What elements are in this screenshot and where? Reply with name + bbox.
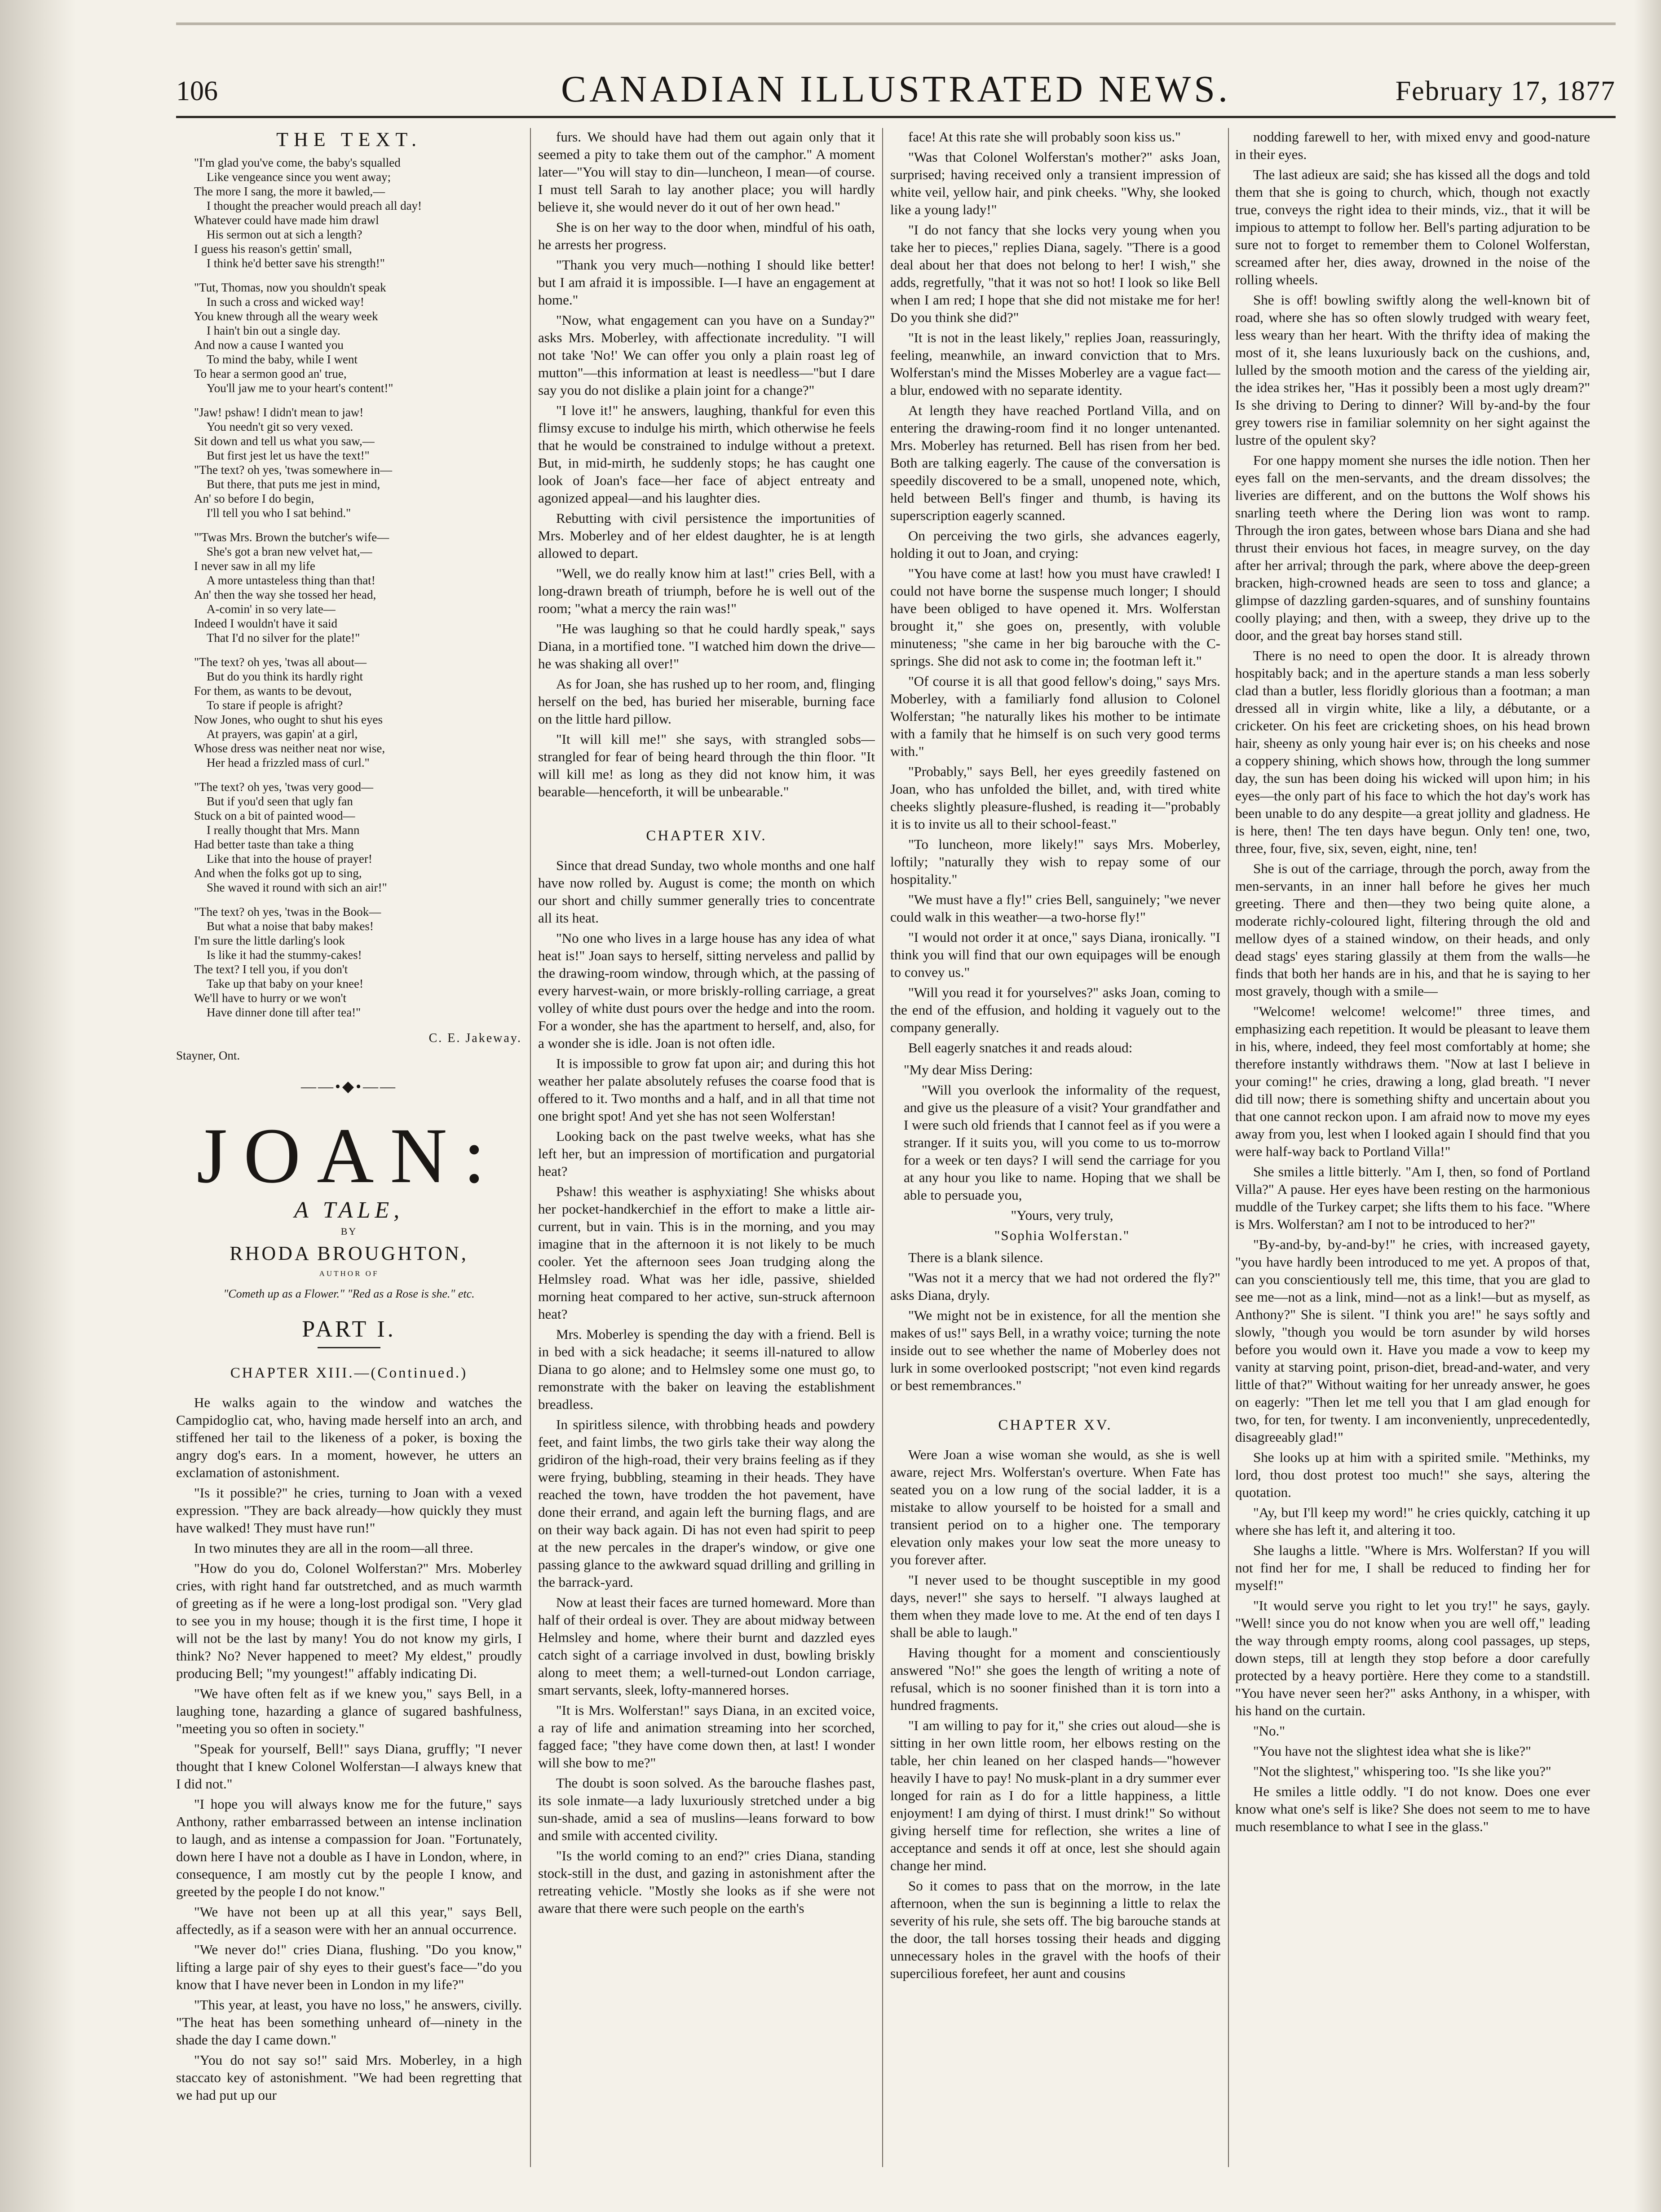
letter-salutation: "My dear Miss Dering: (904, 1062, 1033, 1077)
poem-line: To stare if people is afright? (207, 698, 343, 712)
poem-line: Have dinner done till after tea!" (207, 1006, 361, 1019)
paragraph: "We have often felt as if we knew you," says Bell, in a laughing tone, hazarding a glance of sugared bashfulness, "meeting you so often in society." (176, 1686, 522, 1736)
paragraph: "Of course it is all that good fellow's doing," says Mrs. Moberley, with a familiarly fond allusion to Colonel Wolferstan; "he naturally likes his mother to be intimate with a family that he himself is on such very good terms with." (890, 673, 1220, 759)
poem-line: And now a cause I wanted you (194, 338, 344, 352)
page-number: 106 (176, 76, 218, 106)
paragraph: "Will you read it for yourselves?" asks Joan, coming to the end of the effusion, and holding it vaguely out to the company generally. (890, 985, 1220, 1035)
paragraph: face! At this rate she will probably soon kiss us." (908, 129, 1181, 145)
poem-line: Sit down and tell us what you saw,— (194, 434, 375, 448)
poem-stanza (194, 280, 522, 395)
paragraph: "Probably," says Bell, her eyes greedily fastened on Joan, who has unfolded the billet, and, with tired white cheeks slightly pleasure-flushed, is reading it—"probably it is to invite us all to their school-feast." (890, 764, 1220, 832)
paragraph: He smiles a little oddly. "I do not know. Does one ever know what one's self is like? She does not seem to me to have much resemblance to what I see in the glass." (1235, 1784, 1590, 1834)
paragraph: "Thank you very much—nothing I should like better! but I am afraid it is impossible. I—I have an engagement at home." (538, 257, 875, 308)
column-rule (882, 128, 883, 2167)
paragraph: In spiritless silence, with throbbing heads and powdery feet, and faint limbs, the two girls take their way along the gridiron of the high-road, their very brains feeling as if they were frying, bubbling, steaming in their heads. They have reached the town, have trodden the hot pavement, have done their errand, and again left the burning flags, and are on their way back again. Di has not even had spirit to peep at the new percales in the draper's window, or give one passing glance to the awkward squad drilling and grilling in the barrack-yard. (538, 1417, 875, 1590)
paragraph: Were Joan a wise woman she would, as she is well aware, reject Mrs. Wolferstan's overture. When Fate has seated you on a low rung of the social ladder, it is a mistake to allow yourself to be hoisted for a small and transient period on to a higher one. The temporary elevation only makes your low seat the more uneasy to you forever after. (890, 1447, 1220, 1567)
paragraph: For one happy moment she nurses the idle notion. Then her eyes fall on the men-servants, and the dream dissolves; the liveries are different, and on the buttons the Wolf shows his snarling teeth where the Dering lion was wont to ramp. Through the iron gates, between whose bars Diana and she had thrust their envious hot faces, in meagre survey, on the day after her arrival; through the park, where above the deep-green bracken, high-crowned heads are seen to toss and glance; a glimpse of dazzling garden-squares, and of sunshiny fountains coolly playing; and then, with a sweep, they drive up to the door, and the great bay horses stand still. (1235, 452, 1590, 643)
paragraph: "I hope you will always know me for the future," says Anthony, rather embarrassed between an intense inclination to laugh, and as intense a compassion for Joan. "Fortunately, down here I have not a double as I have in London, where, in consequence, I am mostly cut by the people I know, and greeted by the people I do not know." (176, 1796, 522, 1899)
poem-line: I guess his reason's gettin' small, (194, 242, 352, 256)
poem-line: "The text? oh yes, 'twas all about— (194, 655, 367, 669)
story-title: JOAN: (196, 1112, 502, 1200)
author-other-works: "Cometh up as a Flower." "Red as a Rose is she." etc. (223, 1287, 475, 1300)
poem-line: But do you think its hardly right (207, 670, 363, 683)
column-2 (538, 128, 875, 2169)
issue-date: February 17, 1877 (1395, 76, 1616, 106)
column-4-text (1235, 128, 1590, 1835)
paragraph: "You do not say so!" said Mrs. Moberley, in a high staccato key of astonishment. "We had been regretting that we had put up our (176, 2052, 522, 2103)
chapter-heading: CHAPTER XIV. (646, 828, 767, 844)
paragraph: "We have not been up at all this year," says Bell, affectedly, as if a season were with her an annual occurrence. (176, 1904, 522, 1937)
paragraph: "I would not order it at once," says Diana, ironically. "I think you will find that our own equipages will be enough to convey us." (890, 929, 1220, 980)
column-1 (176, 128, 522, 2169)
author-name: RHODA BROUGHTON, (230, 1242, 468, 1264)
part-rule (318, 1347, 380, 1348)
poem-stanza (194, 905, 522, 1020)
poem-line: I thought the preacher would preach all day! (207, 199, 422, 212)
poem-line: "Tut, Thomas, now you shouldn't speak (194, 281, 386, 294)
letter-closing: "Yours, very truly, (1011, 1207, 1113, 1223)
poem-line: A-comin' in so very late— (207, 602, 336, 616)
ornament-divider: ——•◆•—— (301, 1078, 397, 1095)
byline-by: BY (340, 1226, 358, 1237)
poem-line: You knew through all the weary week (194, 309, 378, 323)
paragraph: "Was not it a mercy that we had not ordered the fly?" asks Diana, dryly. (890, 1270, 1220, 1303)
paragraph: "He was laughing so that he could hardly speak," says Diana, in a mortified tone. "I watched him down the drive—he was shaking all over!" (538, 621, 875, 671)
poem-line: But first jest let us have the text!" (207, 449, 370, 462)
paragraph: She is out of the carriage, through the porch, away from the men-servants, in an inner hall before he gives her much greeting. There and then—they two being quite alone, a moderate richly-coloured light, filtering through the old and mellow dyes of a stained window, on their heads, and only dead stags' eyes staring glassily at them from the walls—he finds that both her hands are in his, and that he is saying to her most gravely, though with a smile— (1235, 861, 1590, 999)
poem-line: I'm sure the little darling's look (194, 934, 345, 947)
column-rule (1228, 128, 1229, 2167)
paragraph: "Welcome! welcome! welcome!" three times, and emphasizing each repetition. It would be pleasant to leave them in his, where, indeed, they feel most comfortably at home; she therefore instantly withdraws them. "Now at last I believe in your coming!" he cries, drawing a long, glad breath. "I never did till now; there is something shifty and uncertain about you that one cannot reckon upon. I am afraid now to move my eyes away from you, lest when I looked again I should find that you were half-way back to Portland Villa!" (1235, 1003, 1590, 1159)
column-2-text-b (538, 857, 875, 1917)
poem-stanzas (176, 155, 522, 1020)
paragraph: In two minutes they are all in the room—all three. (194, 1540, 473, 1556)
poem-line: "The text? oh yes, 'twas somewhere in— (194, 463, 393, 477)
paragraph: "This year, at least, you have no loss," he answers, civilly. "The heat has been something unheard of—ninety in the shade the day I came down." (176, 1997, 522, 2048)
poem-line: At prayers, was gapin' at a girl, (207, 727, 358, 741)
paragraph: "No." (1253, 1723, 1285, 1739)
poem-title: THE TEXT. (276, 128, 422, 150)
paragraph: "Is the world coming to an end?" cries Diana, standing stock-still in the dust, and gazing in astonishment after the retreating vehicle. "Mostly she looks as if she were not aware that there were such people on the earth's (538, 1848, 875, 1916)
poem-line: Like that into the house of prayer! (207, 852, 372, 865)
column-3-text-c (890, 1446, 1220, 1982)
paragraph: "You have come at last! how you must have crawled! I could not have borne the suspense much longer; I should have been obliged to have opened it. Mrs. Wolferstan brought it," she goes on, presently, with voluble minuteness; "she came in her big barouche with the C-springs. She did not ask to come in; the footman left it." (890, 565, 1220, 669)
paragraph: "I love it!" he answers, laughing, thankful for even this flimsy excuse to indulge his mirth, which otherwise he feels that he would be constrained to indulge without a pretext. But, in mid-mirth, he suddenly stops; he has caught one look of Joan's face—her face of abject entreaty and agonized appeal—and his laughter dies. (538, 402, 875, 506)
poem-line: Stuck on a bit of painted wood— (194, 809, 355, 822)
paragraph: She is on her way to the door when, mindful of his oath, he arrests her progress. (538, 219, 875, 252)
part-heading: PART I. (302, 1316, 396, 1342)
poem-line: An' then the way she tossed her head, (194, 588, 376, 601)
story-subtitle: A TALE, (294, 1197, 404, 1223)
poem-line: "Jaw! pshaw! I didn't mean to jaw! (194, 406, 364, 419)
paragraph: "To luncheon, more likely!" says Mrs. Moberley, loftily; "naturally they wish to repay some of our hospitality." (890, 836, 1220, 887)
paragraph: "Was that Colonel Wolferstan's mother?" asks Joan, surprised; having received only a transient impression of white veil, yellow hair, and pink cheeks. "Why, she looked like a young lady!" (890, 149, 1220, 217)
column-3-text-b (890, 1249, 1220, 1394)
poem-line: In such a cross and wicked way! (207, 295, 364, 309)
paragraph: "We must have a fly!" cries Bell, sanguinely; "we never could walk in this weather—a two-horse fly!" (890, 892, 1220, 925)
paragraph: "It would serve you right to let you try!" he says, gayly. "Well! since you do not know when you are well off," leading the way through empty rooms, along cool passages, up steps, down steps, till at length they stop before a door carefully protected by a heavy portière. Here they come to a standstill. "You have never seen her?" asks Anthony, in a whisper, with his hand on the curtain. (1235, 1598, 1590, 1718)
poem-line: The text? I tell you, if you don't (194, 963, 348, 976)
poem-place: Stayner, Ont. (176, 1049, 240, 1062)
poem-line: "'Twas Mrs. Brown the butcher's wife— (194, 530, 389, 544)
paragraph: It is impossible to grow fat upon air; and during this hot weather her palate absolutely refuses the coarse food that is offered to it. Two months and a half, and in all that time not one bright spot! And yet she has not seen Wolferstan! (538, 1055, 875, 1124)
poem-line: Now Jones, who ought to shut his eyes (194, 713, 383, 726)
paragraph: Bell eagerly snatches it and reads aloud: (908, 1040, 1133, 1055)
poem-line: The more I sang, the more it bawled,— (194, 185, 385, 198)
paragraph: Since that dread Sunday, two whole months and one half have now rolled by. August is come; the month on which our short and chilly summer generally tries to concentrate all its heat. (538, 857, 875, 926)
paragraph: "We never do!" cries Diana, flushing. "Do you know," lifting a large pair of shy eyes to their guest's face—"do you know that I have never been in London in my life?" (176, 1942, 522, 1992)
paragraph: She laughs a little. "Where is Mrs. Wolferstan? If you will not find her for me, I shall be reduced to finding her for myself!" (1235, 1542, 1590, 1593)
paragraph: Rebutting with civil persistence the importunities of Mrs. Moberley and of her eldest daughter, he is at length allowed to depart. (538, 510, 875, 561)
poem-line: And when the folks got up to sing, (194, 866, 362, 880)
column-4 (1235, 128, 1590, 2169)
paragraph: The doubt is soon solved. As the barouche flashes past, its sole inmate—a lady luxuriously stretched under a big sun-shade, amid a sea of muslins—leans forward to bow and smile with accented civility. (538, 1775, 875, 1843)
poem-line: We'll have to hurry or we won't (194, 991, 346, 1005)
chapter-heading: CHAPTER XIII.—(Continued.) (230, 1365, 468, 1381)
poem-line: But what a noise that baby makes! (207, 919, 374, 933)
poem-line: "I'm glad you've come, the baby's squalled (194, 156, 401, 169)
paragraph: She is off! bowling swiftly along the well-known bit of road, where she has so often slowly trudged with weary feet, less weary than her heart. With the thrifty idea of making the most of it, she leans luxuriously back on the cushions, and, lulled by the smooth motion and the caress of the yielding air, the idea strikes her, "Has it possibly been a most ugly dream?" Is she driving to Dering to dinner? Will by-and-by the four grey towers rise in familiar solemnity on her sight against the lustre of the opulent sky? (1235, 292, 1590, 448)
letter-signature: "Sophia Wolferstan." (994, 1227, 1130, 1243)
poem-stanza (194, 155, 522, 270)
paragraph: "It will kill me!" she says, with strangled sobs—strangled for fear of being heard through the thin floor. "It will kill me! as long as they did not know him, it was bearable—henceforth, it will be unbearable." (538, 731, 875, 799)
paragraph: nodding farewell to her, with mixed envy and good-nature in their eyes. (1235, 129, 1590, 162)
paragraph: "I never used to be thought susceptible in my good days, never!" she says to herself. "I always laughed at them when they made love to me. At the end of ten days I shall be able to laugh." (890, 1572, 1220, 1640)
poem-line: I never saw in all my life (194, 559, 315, 573)
column-2-text-a (538, 128, 875, 800)
paragraph: "Speak for yourself, Bell!" says Diana, gruffly; "I never thought that I knew Colonel Wolferstan—I always knew that I did not." (176, 1741, 522, 1792)
poem-line: Whatever could have made him drawl (194, 213, 379, 227)
poem-line: For them, as wants to be devout, (194, 684, 352, 698)
paragraph: The last adieux are said; she has kissed all the dogs and told them that she is going to church, which, though not exactly true, conveys the right idea to their minds, viz., that it will be impious to attempt to follow her. Bell's parting adjuration to be sure not to forget to remember them to Colonel Wolferstan, screamed after her, dies away, drowned in the noise of the rolling wheels. (1235, 167, 1590, 287)
paragraph: At length they have reached Portland Villa, and on entering the drawing-room find it no longer untenanted. Mrs. Moberley has returned. Bell has risen from her bed. Both are talking eagerly. The cause of the conversation is speedily discovered to be a small, unopened note, which, held between Bell's finger and thumb, is having its superscription eagerly scanned. (890, 402, 1220, 523)
poem-line: She waved it round with sich an air!" (207, 881, 387, 894)
paragraph: Looking back on the past twelve weeks, what has she left her, but an impression of mortification and purgatorial heat? (538, 1128, 875, 1179)
paragraph: So it comes to pass that on the morrow, in the late afternoon, when the sun is beginning a little to relax the severity of his rule, she sets off. The big barouche stands at the door, the tall horses tossing their heads and digging unnecessary holes in the gravel with the hoofs of their supercilious forefeet, her aunt and cousins (890, 1878, 1220, 1981)
chapter-heading: CHAPTER XV. (998, 1417, 1113, 1433)
poem-line: I really thought that Mrs. Mann (207, 823, 360, 837)
paragraph: "We might not be in existence, for all the mention she makes of us!" says Bell, in a wrathy voice; turning the note inside out to see whether the name of Moberley does not lurk in some overlooked postscript; "not even kind regards or best remembrances." (890, 1307, 1220, 1393)
column-3-text-a (890, 128, 1220, 1056)
paragraph: Pshaw! this weather is asphyxiating! She whisks about her pocket-handkerchief in the effort to make a little air-current, but in vain. This is in the morning, and you may imagine that in the afternoon it is not likely to be much cooler. Yet the afternoon sees Joan trudging along the Helmsley road. What was her idle, passive, shielded morning heat compared to her active, sun-struck afternoon heat? (538, 1183, 875, 1322)
poem-line: Indeed I wouldn't have it said (194, 617, 338, 630)
poem-line: A more untasteless thing than that! (207, 574, 375, 587)
poem-line: I'll tell you who I sat behind." (207, 506, 351, 520)
paragraph: Having thought for a moment and conscientiously answered "No!" she goes the length of writing a note of refusal, which is no sooner finished than it is torn into a hundred fragments. (890, 1645, 1220, 1713)
poem-stanza (194, 530, 522, 645)
poem-stanza (194, 780, 522, 895)
paragraph: furs. We should have had them out again only that it seemed a pity to take them out of the camphor." A moment later—"You will stay to din—luncheon, I mean—of course. I must tell Sarah to lay another place; you will hardly believe it, she would never do it out of her own head." (538, 129, 875, 215)
poem-line: His sermon out at sich a length? (207, 228, 362, 241)
column-3 (890, 128, 1220, 2169)
author-of-label: AUTHOR OF (319, 1269, 379, 1278)
poem-line: But if you'd seen that ugly fan (207, 795, 353, 808)
paragraph: "You have not the slightest idea what she is like?" (1253, 1743, 1531, 1759)
paragraph: Now at least their faces are turned homeward. More than half of their ordeal is over. They are about midway between Helmsley and home, where their burnt and dazzled eyes catch sight of a carriage involved in dust, bowling briskly along to meet them; a well-turned-out London carriage, smart servants, sleek, lofty-mannered horses. (538, 1594, 875, 1698)
newspaper-title: CANADIAN ILLUSTRATED NEWS. (561, 68, 1231, 110)
poem-line: You'll jaw me to your heart's content!" (207, 381, 393, 395)
top-edge-rule (176, 22, 1616, 25)
poem-line: "The text? oh yes, 'twas in the Book— (194, 905, 381, 918)
poem-line: Take up that baby on your knee! (207, 977, 363, 990)
poem-line: To hear a sermon good an' true, (194, 367, 347, 380)
poem-line: I hain't bin out a single day. (207, 324, 340, 337)
paragraph: "By-and-by, by-and-by!" he cries, with increased gayety, "you have hardly been introduced to me yet. A propos of that, can you conscientiously tell me, this time, that you are glad to see me—not as a link, mind—not as a link!—but as myself, as Anthony?" She is silent. "I think you are!" he says softly and slowly, "though you would be torn asunder by wild horses before you would own it. Have you made a vow to keep my vanity at starving point, prison-diet, bread-and-water, and very little of that?" Without waiting for her unready answer, he goes on eagerly: "Then let me tell you that I am glad enough for two, for ten, for twenty. I am inconveniently, unprecedentedly, disagreeably glad!" (1235, 1236, 1590, 1445)
poem-line: "The text? oh yes, 'twas very good— (194, 780, 374, 794)
poem-line: You needn't git so very vexed. (207, 420, 353, 433)
masthead (176, 67, 1616, 117)
poem-line: Like vengeance since you went away; (207, 170, 391, 184)
poem-line: But there, that puts me jest in mind, (207, 477, 380, 491)
paragraph: "Well, we do really know him at last!" cries Bell, with a long-drawn breath of triumph, before he is well out of the room; "what a mercy the rain was!" (538, 565, 875, 616)
paragraph: There is no need to open the door. It is already thrown hospitably back; and in the aperture stands a man less soberly clad than a butler, less floridly glorious than a footman; a man dressed all in virgin white, like a lily, a débutante, or a cricketer. On his feet are cricketing shoes, on his head brown hair, sheeny as only young hair ever is; on his cheeks and nose a coppery shining, which shows how, through the long summer day, the sun has been doing his wicked will upon him; in his eyes—the only part of his face to which the hot day's work has been unable to do any despite—a great jollity and gladness. He is here, then! The ten days have begun. Only ten! one, two, three, four, five, six, seven, eight, nine, ten! (1235, 648, 1590, 856)
poem-signature: C. E. Jakeway. (429, 1031, 522, 1045)
poem-line: Had better taste than take a thing (194, 838, 354, 851)
poem-line: She's got a bran new velvet hat,— (207, 545, 372, 558)
column-rule (530, 128, 531, 2167)
letter (904, 1061, 1220, 1244)
poem-line: Is like it had the stummy-cakes! (207, 948, 362, 962)
paragraph: "I do not fancy that she locks very young when you take her to pieces," replies Diana, sagely. "There is a good deal about her that does not belong to her! I wish," she adds, regretfully, "that it was not so hot! I look so like Bell when I am red; I hope that she did not mistake me for her! Do you think she did?" (890, 222, 1220, 325)
poem-line: Whose dress was neither neat nor wise, (194, 742, 385, 755)
paragraph: "Is it possible?" he cries, turning to Joan with a vexed expression. "They are back already—how quickly they must have walked! They must have run!" (176, 1485, 522, 1536)
paragraph: "Not the slightest," whispering too. "Is she like you?" (1253, 1763, 1551, 1779)
scan-edge-right (1634, 0, 1661, 2212)
paragraph: As for Joan, she has rushed up to her room, and, flinging herself on the bed, has buried her miserable, burning face on the little hard pillow. (538, 676, 875, 727)
poem-line: An' so before I do begin, (194, 492, 314, 505)
paragraph: "It is not in the least likely," replies Joan, reassuringly, feeling, meanwhile, an inward conviction that to Mrs. Wolferstan's mind the Misses Moberley are a vague fact—a blur, endowed with no separate identity. (890, 330, 1220, 398)
poem-line: To mind the baby, while I went (207, 353, 358, 366)
poem-line: Her head a frizzled mass of curl." (207, 756, 370, 769)
paragraph: There is a blank silence. (908, 1249, 1043, 1265)
paragraph: "Ay, but I'll keep my word!" he cries quickly, catching it up where she has left it, and altering it too. (1235, 1505, 1590, 1538)
paragraph: She looks up at him with a spirited smile. "Methinks, my lord, thou dost protest too much!" she says, altering the quotation. (1235, 1449, 1590, 1500)
paragraph: "I am willing to pay for it," she cries out aloud—she is sitting in her own little room, her elbows resting on the table, her chin leaned on her clasped hands—"however heavily I have to pay! No musk-plant in a dry summer ever longed for rain as I do for a little happiness, a little enjoyment! I am dying of thirst. I must drink!" So without giving herself time for reflection, she writes a line of acceptance and sends it off at once, lest she should again change her mind. (890, 1718, 1220, 1873)
poem-stanza (194, 655, 522, 770)
paragraph: "Now, what engagement can you have on a Sunday?" asks Mrs. Moberley, with affectionate incredulity. "I will not take 'No!' We can offer you only a plain roast leg of mutton"—this information at least is needless—"but I dare say you do not dislike a plain joint for a change?" (538, 312, 875, 398)
paragraph: Mrs. Moberley is spending the day with a friend. Bell is in bed with a sick headache; it seems ill-natured to allow Diana to go alone; and to Helmsley some one must go, to remonstrate with the baker on leaving the establishment breadless. (538, 1326, 875, 1412)
paragraph: "No one who lives in a large house has any idea of what heat is!" Joan says to herself, sitting nerveless and pallid by the drawing-room window, through which, at the passing of every harvest-wain, or more briskly-rolling carriage, a great volley of white dust pours over the hedge and into the room. For a wonder, she has the apartment to herself, and, also, for a wonder she is idle. Joan is not often idle. (538, 930, 875, 1051)
masthead-rule (176, 116, 1616, 118)
paragraph: She smiles a little bitterly. "Am I, then, so fond of Portland Villa?" A pause. Her eyes have been resting on the harmonious muddle of the Turkey carpet; she lifts them to his face. "Where is Mrs. Wolferstan? am I not to be introduced to her?" (1235, 1164, 1590, 1232)
paragraph: "It is Mrs. Wolferstan!" says Diana, in an excited voice, a ray of life and animation streaming into her scorched, fagged face; "they have come down then, at last! I wonder will she bow to me?" (538, 1702, 875, 1770)
paragraph: He walks again to the window and watches the Campidoglio cat, who, having made herself into an arch, and stiffened her tail to the likeness of a poker, is boxing the angry dog's ears. In a moment, however, he utters an exclamation of astonishment. (176, 1395, 522, 1480)
column-1-text (176, 1394, 522, 2104)
letter-body: "Will you overlook the informality of the request, and give us the pleasure of a visit? Your grandfather and I were such old friends that I cannot feel as if you were a stranger. If it suits you, will you come to us to-morrow for a week or ten days? I will send the carriage for you at any hour you like to name. Hoping that we shall be able to persuade you, (904, 1082, 1220, 1203)
paragraph: On perceiving the two girls, she advances eagerly, holding it out to Joan, and crying: (890, 528, 1220, 561)
poem-line: That I'd no silver for the plate!" (207, 631, 360, 645)
poem-stanza (194, 405, 522, 520)
paragraph: "How do you do, Colonel Wolferstan?" Mrs. Moberley cries, with right hand far outstretched, and as much warmth of greeting as if he were a long-lost prodigal son. "Very glad to see you in my house; though it is the first time, I hope it will not be the last by many! You do not know my girls, I think? No? Never happened to meet? My eldest," proudly producing Bell; "my youngest!" affably indicating Di. (176, 1560, 522, 1681)
scan-edge-left (0, 0, 76, 2212)
poem-line: I think he'd better save his strength!" (207, 256, 385, 270)
